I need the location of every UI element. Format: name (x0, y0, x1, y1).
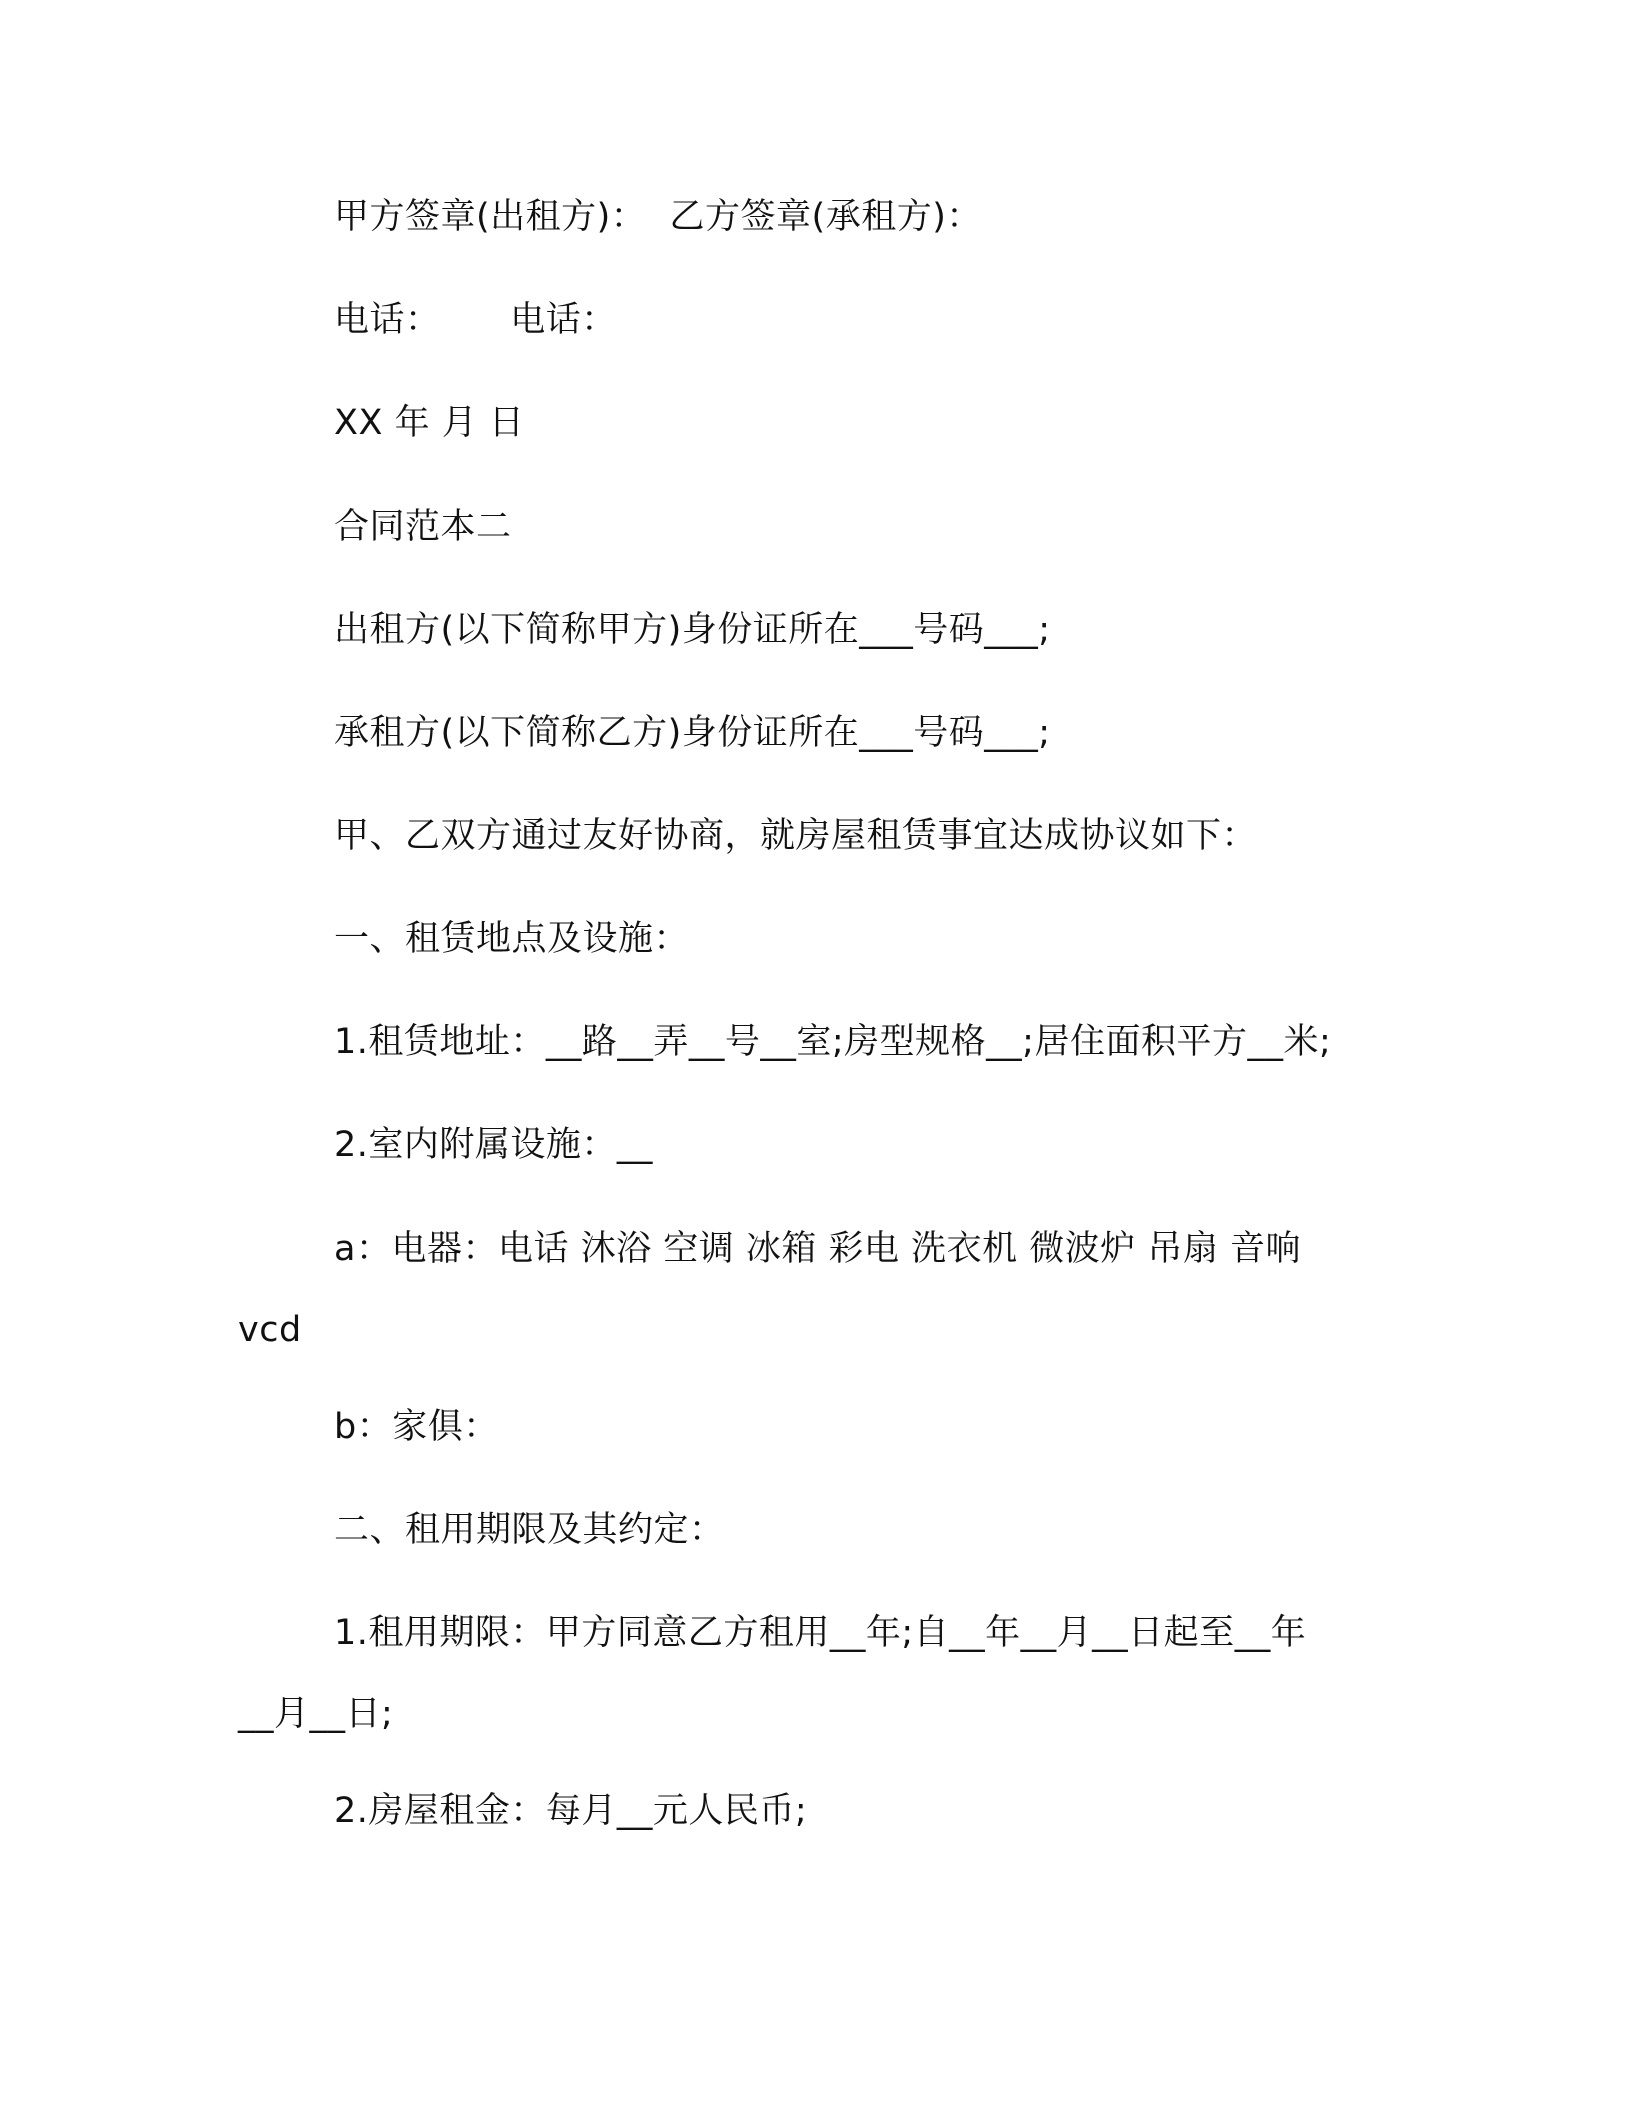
agreement-intro: 甲、乙双方通过友好协商，就房屋租赁事宜达成协议如下： (334, 816, 1258, 856)
clause-1-2: 2.室内附属设施：__ (334, 1125, 653, 1165)
clause-2-2: 2.房屋租金：每月__元人民币; (334, 1791, 808, 1831)
signature-line: 甲方签章(出租方)： 乙方签章(承租方)： (334, 197, 982, 237)
furniture-line: b：家俱： (334, 1407, 499, 1447)
lessor-line: 出租方(以下简称甲方)身份证所在___号码___; (334, 610, 1051, 650)
clause-1-1: 1.租赁地址：__路__弄__号__室;房型规格__;居住面积平方__米; (334, 1022, 1332, 1062)
clause-2-1: 1.租用期限：甲方同意乙方租用__年;自__年__月__日起至__年 (334, 1613, 1307, 1653)
clause-heading-2: 二、租用期限及其约定： (334, 1510, 725, 1550)
date-line: XX 年 月 日 (334, 403, 525, 443)
clause-heading-1: 一、租赁地点及设施： (334, 919, 690, 959)
section-title: 合同范本二 (334, 507, 512, 547)
appliances-line-cont: vcd (238, 1310, 302, 1350)
appliances-line: a：电器：电话 沐浴 空调 冰箱 彩电 洗衣机 微波炉 吊扇 音响 (334, 1229, 1301, 1269)
phone-line: 电话： 电话： (334, 300, 617, 340)
lessee-line: 承租方(以下简称乙方)身份证所在___号码___; (334, 713, 1051, 753)
clause-2-1-cont: __月__日; (238, 1694, 394, 1734)
